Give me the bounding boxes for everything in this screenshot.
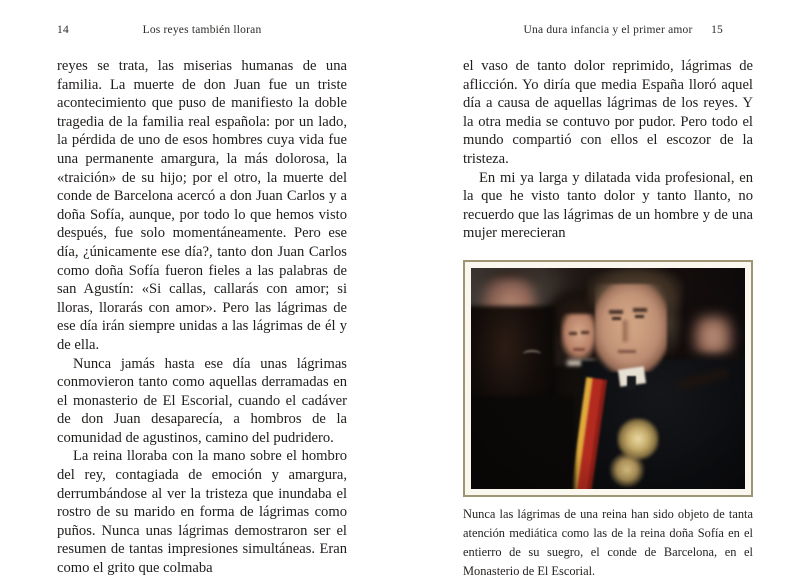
running-head-title-right: Una dura infancia y el primer amor <box>523 24 693 36</box>
funeral-photo <box>471 268 745 489</box>
scan-artifact <box>98 540 248 548</box>
body-paragraph: reyes se trata, las miserias humanas de una familia. La muerte de don Juan fue un triste acontecimiento que puso de manifiesto la doble tragedia de la familia real española: por un lado, la pérdida de uno de esos hombres cuya vida fue una permanente amargura, la más dolorosa, la «traición» de su hijo; por el otro, la muerte del conde de Barcelona acercó a don Juan Carlos y a doña Sofía, aunque, por todo lo que hemos visto después, fue solo momentáneamente. Pero ese día, ¿únicamente ese día?, tanto don Juan Carlos como doña Sofía fueron fieles a las palabras de san Agustín: «Si callas, callarás con amor; si lloras, llorarás con amor». Pero las lágrimas de ese día irán siempre unidas a las lágrimas de él y de ella. <box>57 58 347 353</box>
body-text-right <box>463 57 753 243</box>
body-paragraph: el vaso de tanto dolor reprimido, lágrimas de aflicción. Yo diría que media España lloró aquel día a causa de aquellas lágrimas de los reyes. Y la otra media se contuvo por pudor. Pero todo el mundo compartió con ellos el escozor de la tristeza. <box>463 58 753 167</box>
scan-artifact <box>66 552 136 561</box>
running-head-title-left: Los reyes también lloran <box>142 24 262 36</box>
page-number-left: 14 <box>57 24 69 36</box>
running-head-left <box>57 24 347 39</box>
body-paragraph: En mi ya larga y dilatada vida profesional, en la que he visto tanto dolor y tanto llanto, no recuerdo que las lágrimas de un hombre y de una mujer merecieran <box>463 169 753 242</box>
scan-artifact <box>120 562 210 570</box>
photo-art-vignette <box>471 268 745 489</box>
photo-frame <box>463 260 753 497</box>
body-paragraph: La reina lloraba con la mano sobre el hombro del rey, contagiada de emoción y amargura, derrumbándose al ver la tristeza que inundaba el rostro de su marido en forma de lágrimas como puños. Nunca unas lágrimas demostraron ser el resumen de tantas impresiones simultáneas. Eran como el grito que colmaba <box>57 448 347 577</box>
page-left <box>57 24 347 578</box>
page-number-right: 15 <box>711 24 723 36</box>
body-paragraph: Nunca jamás hasta ese día unas lágrimas conmovieron tanto como aquellas derramadas en el monasterio de El Escorial, cuando el cadáver de don Juan desaparecía, a hombros de la comunidad de agustinos, camino del pudridero. <box>57 355 347 446</box>
running-head-right <box>463 24 753 39</box>
photo-caption: Nunca las lágrimas de una reina han sido objeto de tanta atención mediática como las de la reina doña Sofía en el entierro de su suegro, el conde de Barcelona, en el Monasterio de El Escorial. <box>463 506 753 578</box>
body-text-left <box>57 57 347 578</box>
page-right <box>463 24 753 581</box>
